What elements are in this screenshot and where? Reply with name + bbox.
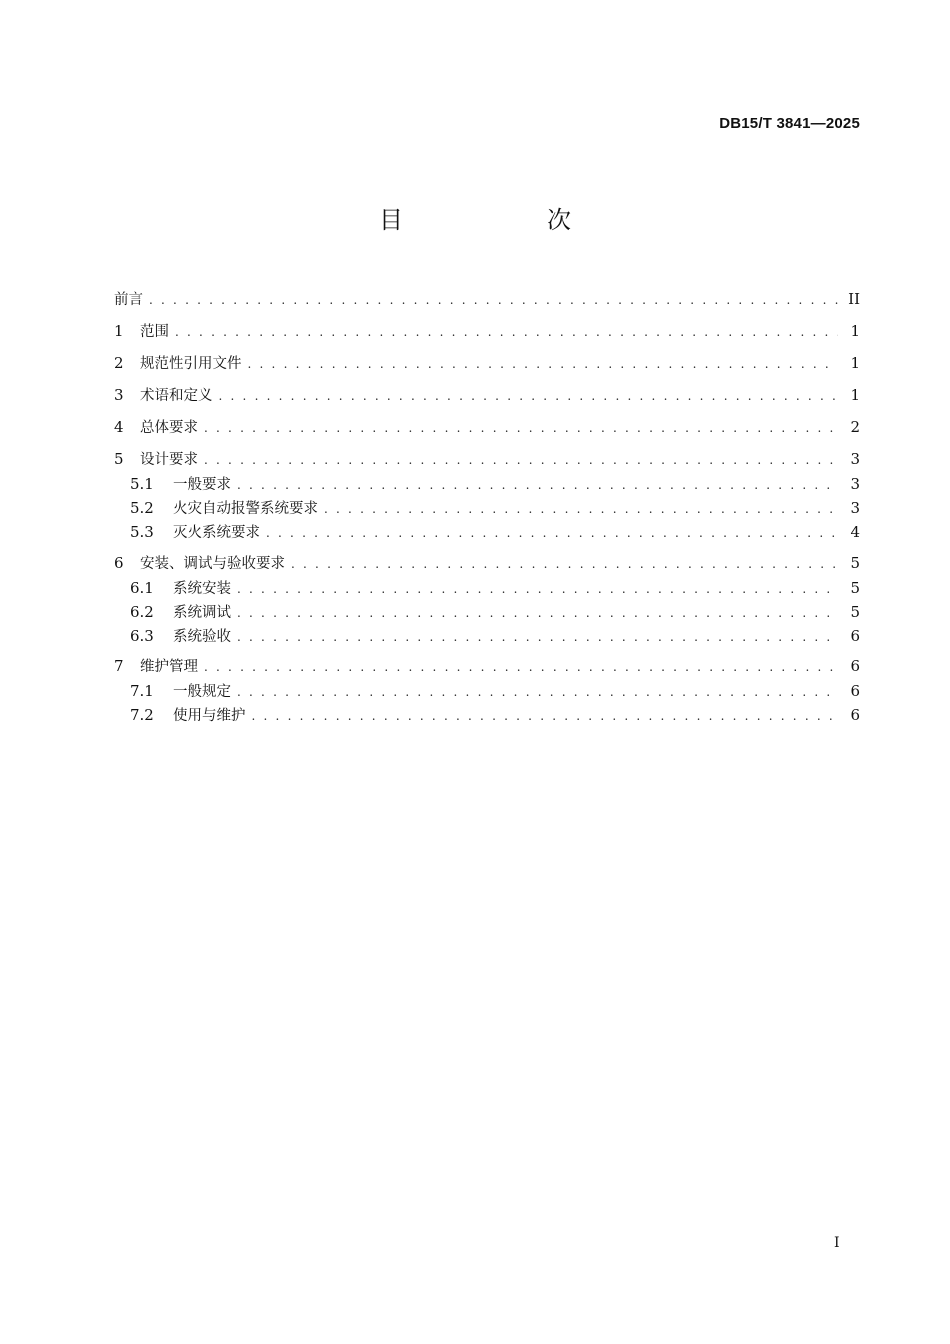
toc-entry-number: 4 bbox=[114, 418, 124, 436]
toc-entry-number: 6.3 bbox=[130, 627, 154, 645]
toc-entry-page: II bbox=[848, 290, 860, 308]
toc-entry-number: 3 bbox=[114, 386, 124, 404]
toc-entry-page: 3 bbox=[850, 475, 860, 493]
toc-entry-page: 5 bbox=[850, 603, 860, 621]
document-code: DB15/T 3841—2025 bbox=[719, 115, 860, 132]
toc-entry-number: 7.1 bbox=[130, 682, 154, 700]
toc-entry-number: 7.2 bbox=[130, 706, 154, 724]
toc-entry-number: 2 bbox=[114, 354, 124, 372]
toc-entry-page: 1 bbox=[850, 354, 860, 372]
toc-entry-page: 6 bbox=[850, 706, 860, 724]
toc-leader-dots bbox=[149, 289, 838, 311]
toc-subentry[interactable] bbox=[130, 577, 860, 599]
toc-entry[interactable] bbox=[114, 552, 860, 574]
toc-leader-dots bbox=[237, 578, 838, 600]
toc-entry-page: 1 bbox=[850, 322, 860, 340]
toc-leader-dots bbox=[291, 553, 838, 575]
toc-entry-label: 火灾自动报警系统要求 bbox=[173, 501, 318, 517]
toc-entry-label: 灭火系统要求 bbox=[173, 525, 260, 541]
toc-entry-page: 2 bbox=[850, 418, 860, 436]
toc-entry[interactable] bbox=[114, 448, 860, 470]
toc-subentry[interactable] bbox=[130, 473, 860, 495]
toc-entry-label: 使用与维护 bbox=[173, 708, 246, 724]
toc-leader-dots bbox=[237, 626, 838, 648]
toc-entry-label: 系统验收 bbox=[173, 629, 231, 645]
toc-entry-page: 6 bbox=[850, 657, 860, 675]
toc-leader-dots bbox=[219, 385, 839, 407]
toc-entry-page: 1 bbox=[850, 386, 860, 404]
toc-leader-dots bbox=[204, 449, 838, 471]
toc-entry-page: 5 bbox=[850, 554, 860, 572]
toc-entry[interactable] bbox=[114, 655, 860, 677]
toc-subentry[interactable] bbox=[130, 497, 860, 519]
toc-entry[interactable] bbox=[114, 320, 860, 342]
toc-entry-label: 设计要求 bbox=[140, 452, 198, 468]
toc-leader-dots bbox=[252, 705, 839, 727]
toc-entry-label: 系统调试 bbox=[173, 605, 231, 621]
page-number: I bbox=[834, 1235, 840, 1251]
toc-entry[interactable] bbox=[114, 352, 860, 374]
toc-leader-dots bbox=[324, 498, 838, 520]
toc-entry-label: 规范性引用文件 bbox=[140, 356, 242, 372]
toc-entry-page: 6 bbox=[850, 627, 860, 645]
toc-leader-dots bbox=[266, 522, 838, 544]
toc-entry-number: 6.1 bbox=[130, 579, 154, 597]
toc-entry-label: 范围 bbox=[140, 324, 169, 340]
toc-subentry[interactable] bbox=[130, 601, 860, 623]
toc-entry-label: 总体要求 bbox=[140, 420, 198, 436]
toc-entry-number: 5 bbox=[114, 450, 124, 468]
toc-leader-dots bbox=[204, 417, 838, 439]
toc-leader-dots bbox=[248, 353, 839, 375]
toc-entry-number: 5.2 bbox=[130, 499, 154, 517]
toc-entry-label: 一般要求 bbox=[173, 477, 231, 493]
toc-entry-number: 6 bbox=[114, 554, 124, 572]
toc-entry-number: 6.2 bbox=[130, 603, 154, 621]
toc-entry-label: 安装、调试与验收要求 bbox=[140, 556, 285, 572]
toc-entry-number: 7 bbox=[114, 657, 124, 675]
toc-leader-dots bbox=[175, 321, 838, 343]
toc-entry-label: 前言 bbox=[114, 292, 143, 308]
toc-entry-label: 术语和定义 bbox=[140, 388, 213, 404]
toc-subentry[interactable] bbox=[130, 680, 860, 702]
toc-leader-dots bbox=[204, 656, 838, 678]
toc-entry-page: 4 bbox=[850, 523, 860, 541]
toc-entry-page: 5 bbox=[850, 579, 860, 597]
toc-entry-number: 5.3 bbox=[130, 523, 154, 541]
toc-subentry[interactable] bbox=[130, 704, 860, 726]
toc-leader-dots bbox=[237, 681, 838, 703]
toc-entry[interactable] bbox=[114, 416, 860, 438]
toc-entry-label: 维护管理 bbox=[140, 659, 198, 675]
toc-leader-dots bbox=[237, 474, 838, 496]
toc-entry-label: 系统安装 bbox=[173, 581, 231, 597]
toc-entry-page: 3 bbox=[850, 499, 860, 517]
toc-entry-page: 6 bbox=[850, 682, 860, 700]
toc-entry-number: 1 bbox=[114, 322, 124, 340]
toc-entry-label: 一般规定 bbox=[173, 684, 231, 700]
page-title: 目 次 bbox=[379, 206, 631, 234]
toc-leader-dots bbox=[237, 602, 838, 624]
toc-entry[interactable] bbox=[114, 384, 860, 406]
toc-subentry[interactable] bbox=[130, 521, 860, 543]
toc-entry-number: 5.1 bbox=[130, 475, 154, 493]
toc-entry-page: 3 bbox=[850, 450, 860, 468]
toc-subentry[interactable] bbox=[130, 625, 860, 647]
toc-entry-foreword[interactable] bbox=[114, 288, 860, 310]
